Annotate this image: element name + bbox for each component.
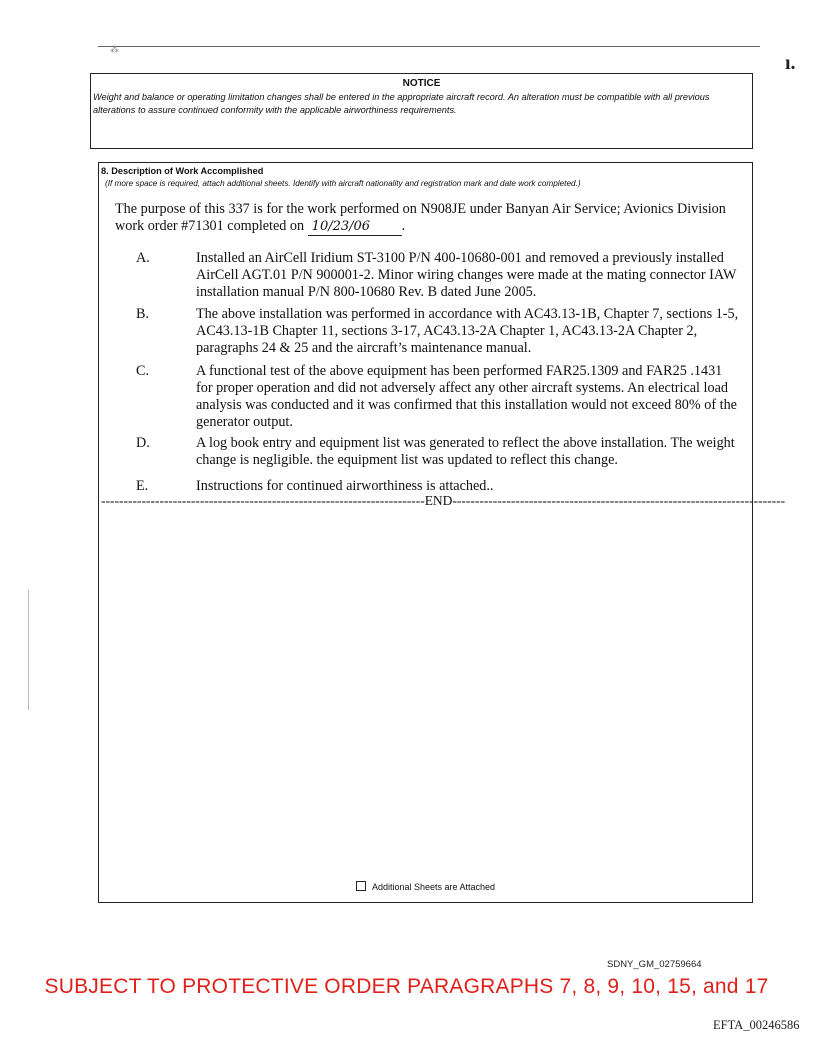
- end-marker-line: [101, 493, 786, 509]
- work-item: [136, 363, 741, 431]
- end-dashes-left: ------------------------------------------------------------------------: [101, 493, 425, 508]
- item-letter: D.: [136, 435, 150, 451]
- work-item: [136, 435, 741, 469]
- top-rule: [98, 46, 760, 47]
- section-instructions: (If more space is required, attach additional sheets. Identify with aircraft nationality and registration mark and date work completed.): [105, 179, 581, 188]
- additional-sheets-checkbox[interactable]: [356, 881, 366, 891]
- item-letter: C.: [136, 363, 150, 379]
- item-letter: B.: [136, 306, 150, 322]
- end-marker: END: [424, 493, 453, 508]
- protective-order-banner: SUBJECT TO PROTECTIVE ORDER PARAGRAPHS 7, 8, 9, 10, 15, and 17: [44, 975, 769, 998]
- additional-sheets-label: Additional Sheets are Attached: [371, 882, 496, 892]
- notice-box: [90, 73, 753, 149]
- item-letter: A.: [136, 250, 150, 266]
- intro-suffix: .: [401, 218, 406, 234]
- description-of-work-box: [98, 162, 786, 903]
- work-item: [136, 250, 741, 301]
- item-text: Instructions for continued airworthiness is attached..: [196, 478, 494, 494]
- work-item: [136, 306, 741, 357]
- scan-speck: ⁂: [110, 44, 119, 54]
- notice-title: NOTICE: [402, 78, 441, 89]
- completed-date-handwritten: 10/23/06: [308, 218, 402, 236]
- item-text: A log book entry and equipment list was generated to reflect the above installation. The weight change is negligible. the equipment list was updated to reflect this change.: [196, 435, 735, 468]
- intro-paragraph: [115, 201, 735, 236]
- item-text: A functional test of the above equipment has been performed FAR25.1309 and FAR25 .1431 for proper operation and did not adversely affect any other aircraft systems. An electrical load analysis was conducted and it was confirmed that this installation would not exceed 80% of the generator output.: [196, 363, 737, 430]
- item-letter: E.: [136, 478, 149, 494]
- item-text: Installed an AirCell Iridium ST-3100 P/N 400-10680-001 and removed a previously installed AirCell AGT.01 P/N 900001-2. Minor wiring changes were made at the mating connector IAW installation manual P/N 800-10680 Rev. B dated June 2005.: [196, 250, 737, 300]
- bates-number: SDNY_GM_02759664: [607, 959, 702, 970]
- notice-text: Weight and balance or operating limitation changes shall be entered in the appropriate aircraft record. An alteration must be compatible with all previous alterations to assure continued conformity with the applicable airworthiness requirements.: [93, 92, 710, 115]
- section-heading: 8. Description of Work Accomplished: [101, 166, 264, 176]
- end-dashes-right: --------------------------------------------------------------------------: [452, 493, 786, 508]
- scan-edge-line: [28, 590, 29, 710]
- scan-mark: ı.: [785, 52, 796, 74]
- additional-sheets-row: [99, 881, 752, 892]
- efta-number: EFTA_00246586: [713, 1018, 800, 1032]
- intro-text: The purpose of this 337 is for the work performed on N908JE under Banyan Air Service; Avionics Division work order #71301 completed on: [115, 201, 726, 234]
- item-text: The above installation was performed in accordance with AC43.13-1B, Chapter 7, sections 1-5, AC43.13-1B Chapter 11, sections 3-17, AC43.13-2A Chapter 1, AC43.13-2A Chapter 2, paragraphs 24 & 25 and the aircraft’s maintenance manual.: [196, 306, 739, 356]
